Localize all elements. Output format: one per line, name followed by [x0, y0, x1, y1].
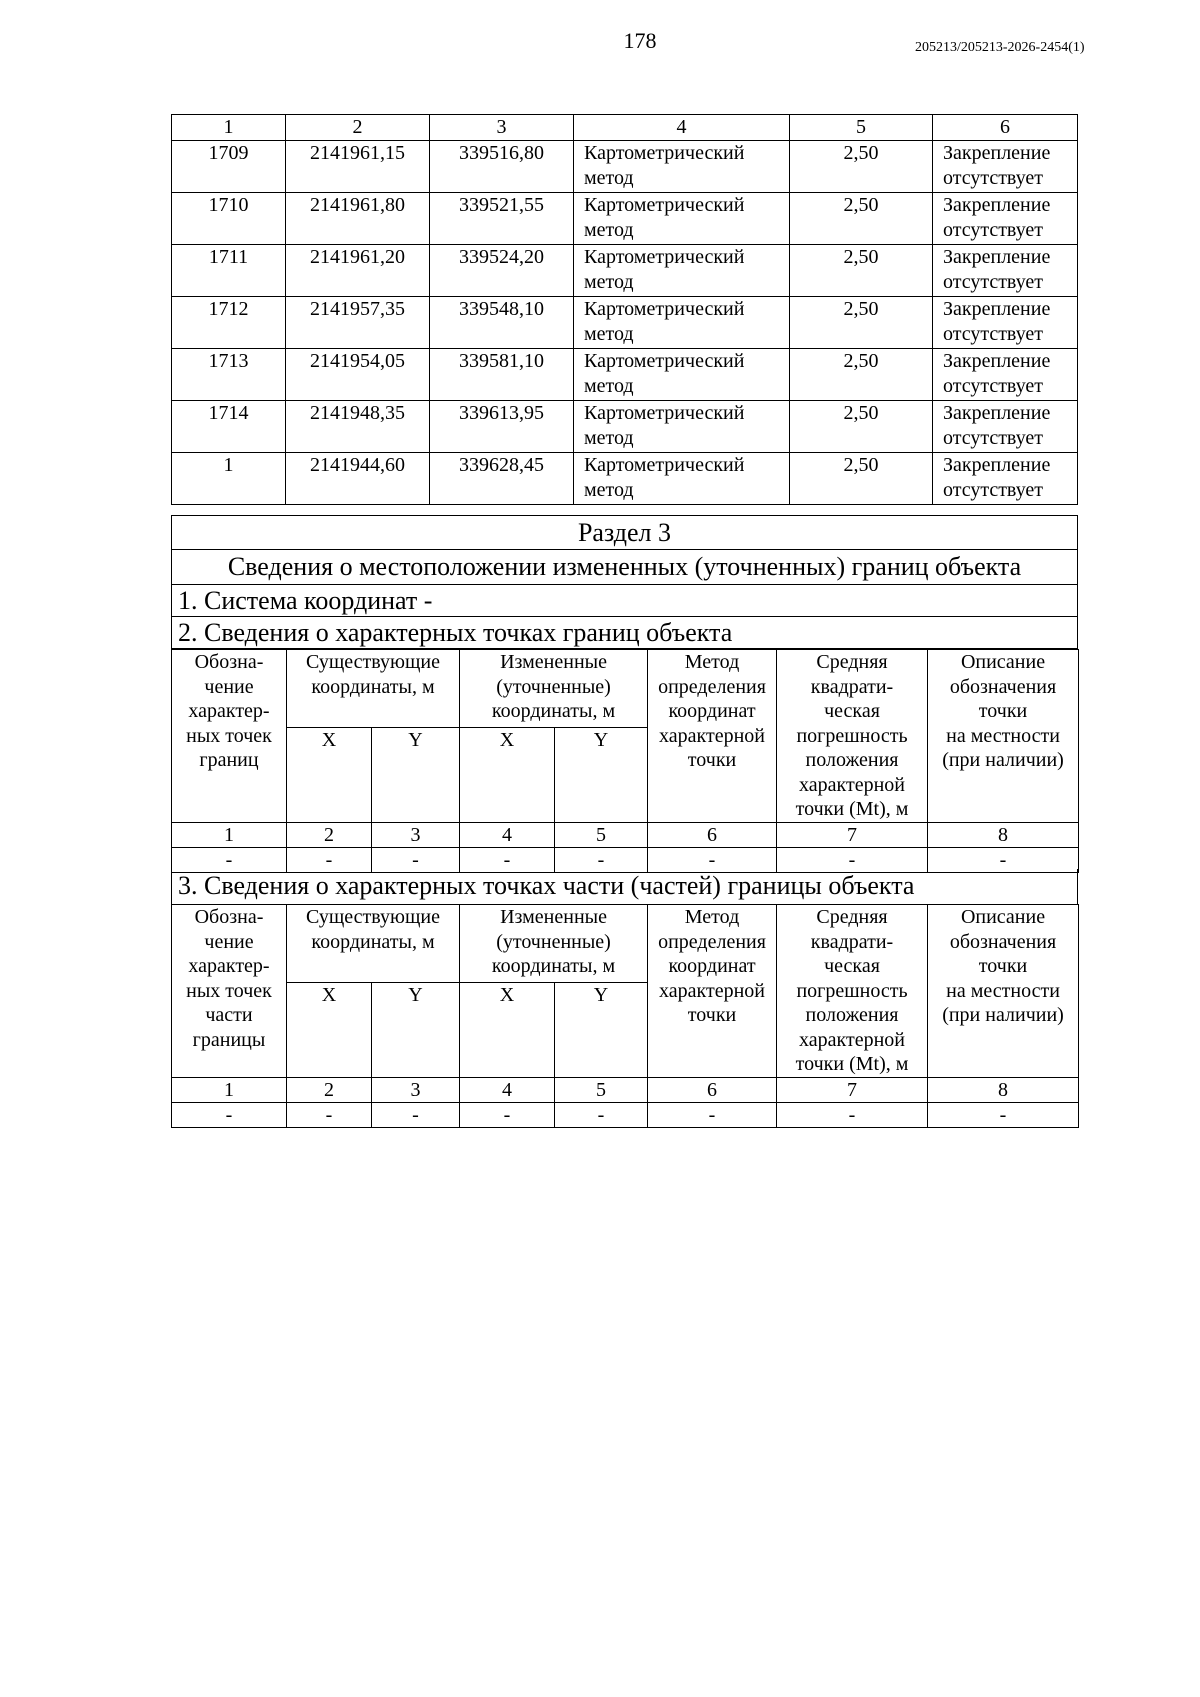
column-index-cell: 6 — [648, 822, 777, 847]
method-cell — [574, 245, 790, 297]
document-id: 205213/205213-2026-2454(1) — [915, 40, 1085, 55]
description-text: Закрепление — [943, 454, 1051, 476]
column-index-cell: 3 — [430, 115, 574, 141]
method-text: Картометрический — [584, 454, 745, 476]
method-text: Картометрический — [584, 142, 745, 164]
description-cell — [933, 141, 1078, 193]
description-text: отсутствует — [943, 479, 1044, 501]
empty-value-cell: - — [648, 1102, 777, 1127]
header-text: границы — [192, 1028, 266, 1051]
header-text: Средняя — [816, 906, 888, 928]
description-cell — [933, 401, 1078, 453]
empty-value-cell: - — [648, 847, 777, 872]
point-designation-header — [172, 650, 287, 823]
method-header — [648, 650, 777, 823]
method-cell — [574, 401, 790, 453]
header-text: точки — [978, 700, 1028, 722]
column-index-cell: 5 — [555, 1077, 648, 1102]
description-text: Закрепление — [943, 402, 1051, 424]
method-cell — [574, 453, 790, 505]
y-coordinate-cell: 339516,80 — [430, 141, 574, 193]
table-header-row — [172, 115, 1078, 141]
method-text: Картометрический — [584, 194, 745, 216]
header-text: точки — [687, 1004, 737, 1026]
header-text: точки (Mt), м — [795, 1053, 909, 1075]
accuracy-cell: 2,50 — [790, 401, 933, 453]
column-index-cell: 2 — [287, 822, 372, 847]
empty-value-cell: - — [460, 847, 555, 872]
accuracy-header — [777, 650, 928, 823]
header-text: характерной — [659, 979, 765, 1002]
description-text: Закрепление — [943, 194, 1051, 216]
description-text: отсутствует — [943, 219, 1044, 241]
header-text: чение — [204, 675, 254, 698]
description-header — [928, 650, 1079, 823]
x-coordinate-cell: 2141957,35 — [286, 297, 430, 349]
divider — [171, 549, 1078, 550]
y-header: Y — [555, 728, 648, 822]
description-cell — [933, 193, 1078, 245]
x-coordinate-cell: 2141944,60 — [286, 453, 430, 505]
method-cell — [574, 193, 790, 245]
empty-value-cell: - — [928, 847, 1079, 872]
column-index-row — [172, 1077, 1079, 1102]
header-text: Измененные — [500, 906, 607, 928]
x-header: X — [287, 983, 372, 1077]
header-text: границ — [199, 749, 259, 771]
column-index-cell: 7 — [777, 822, 928, 847]
column-index-cell: 1 — [172, 115, 286, 141]
part-boundary-points-table — [171, 904, 1079, 1128]
column-index-cell: 1 — [172, 822, 287, 847]
block2-title: 2. Сведения о характерных точках границ объекта — [178, 618, 733, 647]
empty-value-cell: - — [555, 847, 648, 872]
table-row — [172, 401, 1078, 453]
table-row — [172, 245, 1078, 297]
description-text: Закрепление — [943, 298, 1051, 320]
header-text: точки (Mt), м — [795, 798, 909, 820]
header-text: (при наличии) — [942, 1004, 1064, 1026]
column-index-cell: 6 — [933, 115, 1078, 141]
table-row — [172, 141, 1078, 193]
header-text: обозначения — [949, 930, 1057, 953]
header-text: координаты, м — [311, 930, 435, 953]
header-row — [172, 905, 1079, 983]
header-text: на местности — [946, 979, 1060, 1002]
header-text: (уточненные) — [496, 930, 611, 953]
method-text: метод — [584, 427, 634, 449]
description-text: Закрепление — [943, 246, 1051, 268]
boundary-points-table — [171, 649, 1079, 873]
y-coordinate-cell: 339581,10 — [430, 349, 574, 401]
accuracy-header — [777, 905, 928, 1078]
y-header: Y — [555, 983, 648, 1077]
divider — [171, 584, 1078, 585]
header-text: характерной — [799, 773, 905, 796]
header-text: Существующие — [306, 906, 440, 928]
x-header: X — [287, 728, 372, 822]
block3-title: 3. Сведения о характерных точках части (частей) границы объекта — [178, 871, 915, 900]
method-header — [648, 905, 777, 1078]
description-text: отсутствует — [943, 375, 1044, 397]
method-text: Картометрический — [584, 350, 745, 372]
header-text: определения — [658, 930, 766, 953]
header-text: части — [205, 1004, 253, 1026]
header-text: Обозна- — [194, 651, 264, 673]
header-text: характерной — [659, 724, 765, 747]
coordinates-table — [171, 114, 1078, 505]
description-text: отсутствует — [943, 167, 1044, 189]
section-title: Раздел 3 — [577, 518, 672, 547]
header-text: координат — [668, 700, 756, 722]
method-cell — [574, 349, 790, 401]
x-coordinate-cell: 2141961,80 — [286, 193, 430, 245]
column-index-cell: 8 — [928, 822, 1079, 847]
column-index-cell: 2 — [287, 1077, 372, 1102]
description-text: Закрепление — [943, 350, 1051, 372]
changed-coords-header — [460, 905, 648, 983]
method-text: метод — [584, 479, 634, 501]
empty-value-cell: - — [372, 1102, 460, 1127]
existing-coords-header — [287, 650, 460, 728]
column-index-cell: 8 — [928, 1077, 1079, 1102]
x-coordinate-cell: 2141961,15 — [286, 141, 430, 193]
header-text: Метод — [684, 906, 740, 928]
accuracy-cell: 2,50 — [790, 349, 933, 401]
table-row — [172, 349, 1078, 401]
header-text: положения — [805, 1004, 899, 1026]
y-coordinate-cell: 339613,95 — [430, 401, 574, 453]
section-subtitle: Сведения о местоположении измененных (уточненных) границ объекта — [227, 552, 1022, 581]
method-text: Картометрический — [584, 402, 745, 424]
method-text: метод — [584, 167, 634, 189]
method-text: Картометрический — [584, 298, 745, 320]
header-text: погрешность — [796, 979, 908, 1002]
method-text: Картометрический — [584, 246, 745, 268]
x-header: X — [460, 728, 555, 822]
y-header: Y — [372, 728, 460, 822]
accuracy-cell: 2,50 — [790, 193, 933, 245]
header-text: положения — [805, 749, 899, 771]
point-id-cell: 1714 — [172, 401, 286, 453]
empty-value-cell: - — [372, 847, 460, 872]
empty-value-cell: - — [777, 1102, 928, 1127]
empty-value-cell: - — [777, 847, 928, 872]
header-text: Обозна- — [194, 906, 264, 928]
changed-coords-header — [460, 650, 648, 728]
accuracy-cell: 2,50 — [790, 453, 933, 505]
header-text: характер- — [188, 955, 270, 977]
column-index-cell: 4 — [574, 115, 790, 141]
header-text: Существующие — [306, 651, 440, 673]
table-row — [172, 193, 1078, 245]
y-header: Y — [372, 983, 460, 1077]
empty-value-cell: - — [172, 847, 287, 872]
header-text: квадрати- — [810, 675, 894, 698]
y-coordinate-cell: 339548,10 — [430, 297, 574, 349]
page-number: 178 — [623, 28, 657, 53]
column-index-cell: 7 — [777, 1077, 928, 1102]
accuracy-cell: 2,50 — [790, 141, 933, 193]
column-index-cell: 6 — [648, 1077, 777, 1102]
description-cell — [933, 297, 1078, 349]
header-text: чение — [204, 930, 254, 953]
header-text: погрешность — [796, 724, 908, 747]
accuracy-cell: 2,50 — [790, 245, 933, 297]
description-cell — [933, 349, 1078, 401]
header-text: Средняя — [816, 651, 888, 673]
point-id-cell: 1709 — [172, 141, 286, 193]
y-coordinate-cell: 339521,55 — [430, 193, 574, 245]
header-text: ных точек — [186, 724, 272, 747]
method-cell — [574, 141, 790, 193]
header-text: Описание — [960, 906, 1046, 928]
header-text: квадрати- — [810, 930, 894, 953]
y-coordinate-cell: 339524,20 — [430, 245, 574, 297]
point-id-cell: 1710 — [172, 193, 286, 245]
point-id-cell: 1 — [172, 453, 286, 505]
header-text: Измененные — [500, 651, 607, 673]
coordinate-system: 1. Система координат - — [178, 586, 433, 615]
empty-value-cell: - — [928, 1102, 1079, 1127]
column-index-cell: 1 — [172, 1077, 287, 1102]
method-text: метод — [584, 323, 634, 345]
description-cell — [933, 245, 1078, 297]
existing-coords-header — [287, 905, 460, 983]
accuracy-cell: 2,50 — [790, 297, 933, 349]
x-header: X — [460, 983, 555, 1077]
method-text: метод — [584, 219, 634, 241]
description-text: отсутствует — [943, 323, 1044, 345]
x-coordinate-cell: 2141954,05 — [286, 349, 430, 401]
x-coordinate-cell: 2141948,35 — [286, 401, 430, 453]
column-index-cell: 3 — [372, 822, 460, 847]
header-text: координаты, м — [311, 675, 435, 698]
description-text: отсутствует — [943, 271, 1044, 293]
description-text: Закрепление — [943, 142, 1051, 164]
point-id-cell: 1712 — [172, 297, 286, 349]
header-text: координаты, м — [491, 700, 616, 722]
column-index-cell: 4 — [460, 1077, 555, 1102]
column-index-cell: 4 — [460, 822, 555, 847]
table-row — [172, 297, 1078, 349]
header-text: Метод — [684, 651, 740, 673]
header-text: определения — [658, 675, 766, 698]
header-text: на местности — [946, 724, 1060, 747]
empty-value-cell: - — [555, 1102, 648, 1127]
method-text: метод — [584, 271, 634, 293]
description-text: отсутствует — [943, 427, 1044, 449]
column-index-cell: 3 — [372, 1077, 460, 1102]
point-designation-header — [172, 905, 287, 1078]
divider — [171, 616, 1078, 617]
header-text: ных точек — [186, 979, 272, 1002]
empty-value-cell: - — [460, 1102, 555, 1127]
header-text: характерной — [799, 1028, 905, 1051]
header-text: Описание — [960, 651, 1046, 673]
x-coordinate-cell: 2141961,20 — [286, 245, 430, 297]
point-id-cell: 1713 — [172, 349, 286, 401]
method-cell — [574, 297, 790, 349]
header-text: ческая — [824, 955, 880, 977]
header-text: координаты, м — [491, 955, 616, 977]
description-cell — [933, 453, 1078, 505]
column-index-cell: 2 — [286, 115, 430, 141]
method-text: метод — [584, 375, 634, 397]
description-header — [928, 905, 1079, 1078]
y-coordinate-cell: 339628,45 — [430, 453, 574, 505]
empty-data-row — [172, 1102, 1079, 1127]
header-text: (при наличии) — [942, 749, 1064, 771]
column-index-cell: 5 — [790, 115, 933, 141]
empty-value-cell: - — [287, 1102, 372, 1127]
header-text: координат — [668, 955, 756, 977]
header-text: характер- — [188, 700, 270, 722]
table-row — [172, 453, 1078, 505]
empty-value-cell: - — [287, 847, 372, 872]
column-index-row — [172, 822, 1079, 847]
header-text: ческая — [824, 700, 880, 722]
header-text: точки — [687, 749, 737, 771]
header-text: (уточненные) — [496, 675, 611, 698]
header-text: точки — [978, 955, 1028, 977]
point-id-cell: 1711 — [172, 245, 286, 297]
header-text: обозначения — [949, 675, 1057, 698]
empty-value-cell: - — [172, 1102, 287, 1127]
column-index-cell: 5 — [555, 822, 648, 847]
header-row — [172, 650, 1079, 728]
